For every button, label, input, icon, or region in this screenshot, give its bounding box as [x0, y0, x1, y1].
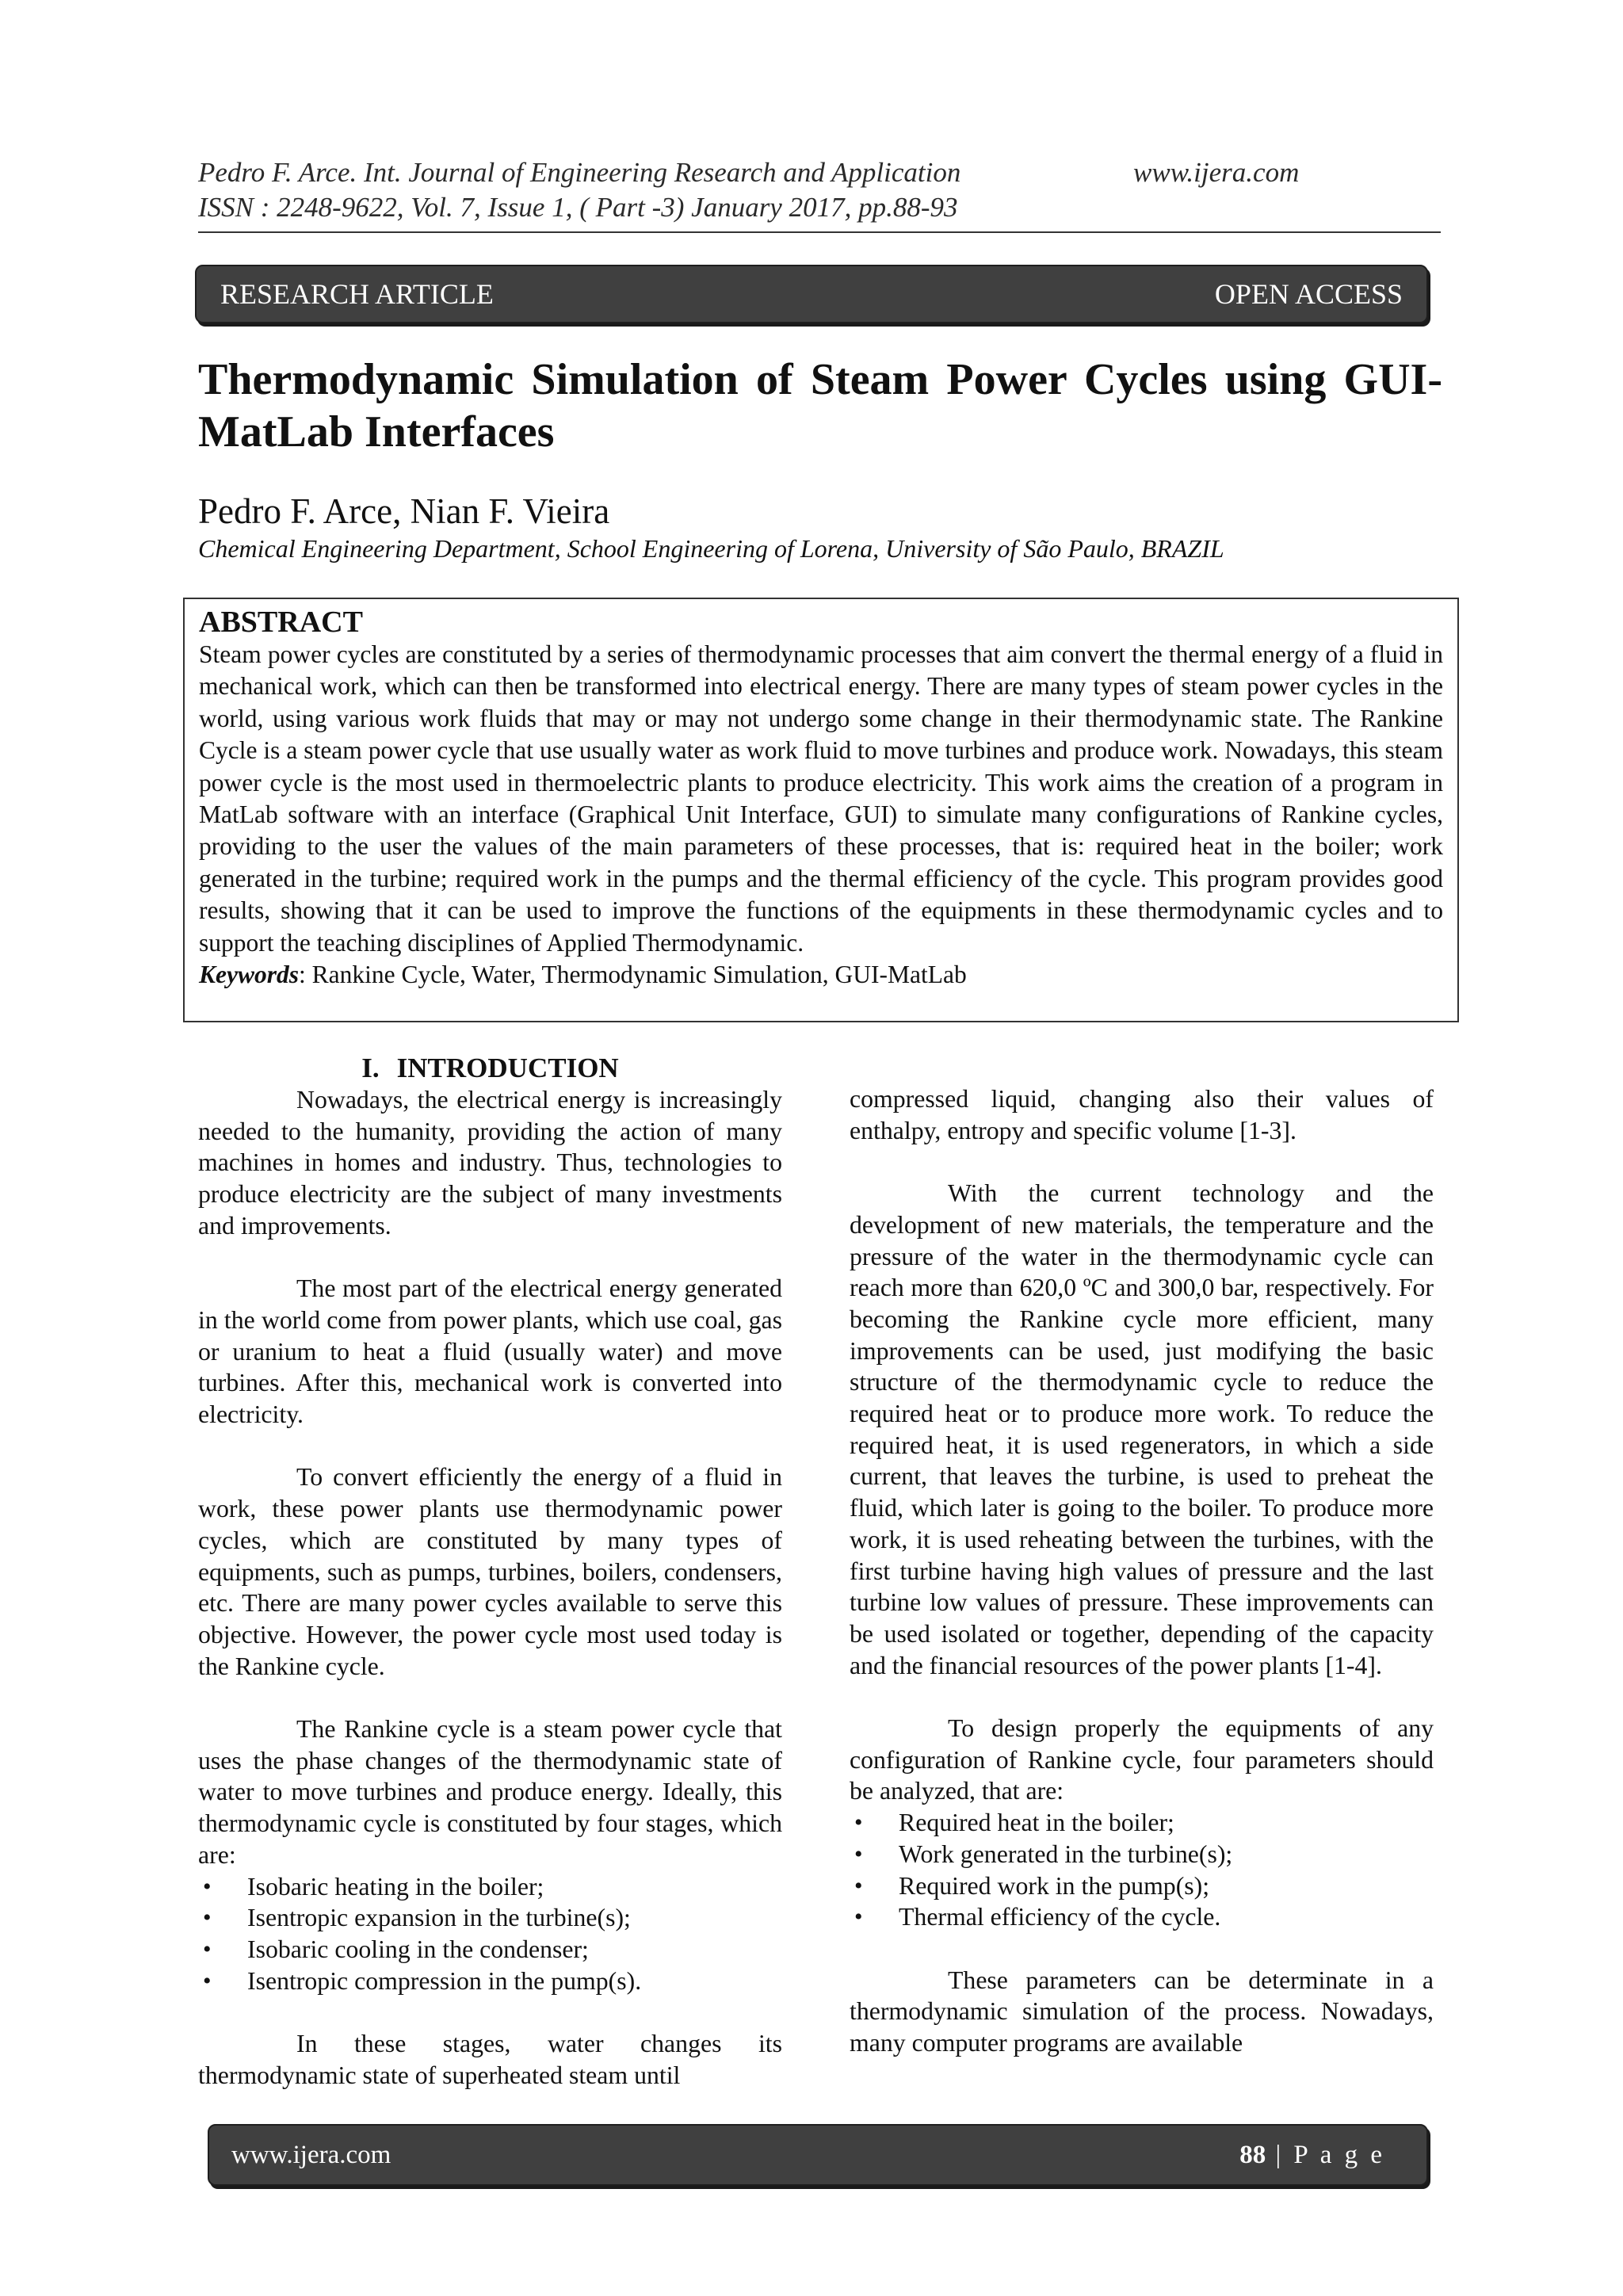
authors: Pedro F. Arce, Nian F. Vieira	[198, 491, 610, 531]
intro-paragraph-2: The most part of the electrical energy generated in the world come from power plants, which use coal, gas or uranium to heat a fluid (usually water) and move turbines. After this, mechanical work is converted into electricity.	[198, 1274, 782, 1429]
list-item: • Isentropic compression in the pump(s).	[198, 1966, 782, 1997]
intro-paragraph-9: These parameters can be determinate in a thermodynamic simulation of the process. Nowadays, many computer programs are available	[850, 1966, 1434, 2057]
page-indicator	[1239, 2141, 1385, 2170]
left-column	[198, 1052, 782, 2091]
abstract-heading: ABSTRACT	[199, 606, 363, 639]
issn-line: ISSN : 2248-9622, Vol. 7, Issue 1, ( Part -3) January 2017, pp.88-93	[198, 192, 958, 223]
intro-paragraph-5: In these stages, water changes its thermodynamic state of superheated steam until	[198, 2030, 782, 2089]
article-type-banner	[195, 265, 1428, 323]
list-item: • Required work in the pump(s);	[850, 1870, 1434, 1902]
intro-paragraph-3: To convert efficiently the energy of a fluid in work, these power plants use thermodynamic power cycles, which are constituted by many types of equipments, such as pumps, turbines, boilers, condensers, etc. There are many power cycles available to serve this objective. However, the power cycle most used today is the Rankine cycle.	[198, 1463, 782, 1680]
page-footer	[208, 2124, 1428, 2186]
keywords-list: : Rankine Cycle, Water, Thermodynamic Simulation, GUI-MatLab	[299, 961, 967, 989]
journal-citation: Pedro F. Arce. Int. Journal of Engineering Research and Application	[198, 157, 961, 188]
affiliation: Chemical Engineering Department, School Engineering of Lorena, University of São Paulo, BRAZIL	[198, 534, 1224, 563]
section-number: I.	[361, 1052, 380, 1083]
keywords-label: Keywords	[199, 961, 299, 989]
list-item: • Required heat in the boiler;	[850, 1807, 1434, 1839]
open-access-label: OPEN ACCESS	[1214, 278, 1403, 310]
list-item: • Isobaric cooling in the condenser;	[198, 1934, 782, 1966]
list-item: • Isobaric heating in the boiler;	[198, 1871, 782, 1903]
paper-title	[198, 353, 1442, 458]
research-article-label: RESEARCH ARTICLE	[220, 278, 494, 310]
section-title: INTRODUCTION	[396, 1052, 619, 1083]
footer-website[interactable]: www.ijera.com	[231, 2140, 391, 2169]
parameters-list	[850, 1807, 1434, 1933]
running-header	[198, 155, 1442, 225]
list-item: • Work generated in the turbine(s);	[850, 1839, 1434, 1870]
paper-title-line-1: Thermodynamic Simulation of Steam Power Cycles using GUI-	[198, 355, 1442, 404]
list-item: • Isentropic expansion in the turbine(s);	[198, 1902, 782, 1934]
intro-paragraph-6: compressed liquid, changing also their values of enthalpy, entropy and specific volume [1-3].	[850, 1085, 1434, 1144]
list-item: • Thermal efficiency of the cycle.	[850, 1901, 1434, 1933]
right-column	[850, 1083, 1434, 2059]
stages-list	[198, 1871, 782, 1997]
intro-paragraph-1: Nowadays, the electrical energy is increasingly needed to the humanity, providing the action of many machines in homes and industry. Thus, technologies to produce electricity are the subject of many investments and improvements.	[198, 1086, 782, 1240]
abstract-box	[183, 598, 1459, 1022]
section-heading-introduction	[198, 1052, 782, 1084]
header-divider	[198, 231, 1441, 233]
intro-paragraph-4: The Rankine cycle is a steam power cycle that uses the phase changes of the thermodynamic state of water to move turbines and produce energy. Ideally, this thermodynamic cycle is constituted by four stages, which are:	[198, 1715, 782, 1869]
journal-website[interactable]: www.ijera.com	[1133, 157, 1300, 188]
page-label: | P a g e	[1266, 2140, 1385, 2169]
abstract-text: Steam power cycles are constituted by a series of thermodynamic processes that aim convert the thermal energy of a fluid in mechanical work, which can then be transformed into electrical energy. There are many types of steam power cycles in the world, using various work fluids that may or may not undergo some change in their thermodynamic state. The Rankine Cycle is a steam power cycle that use usually water as work fluid to move turbines and produce work. Nowadays, this steam power cycle is the most used in thermoelectric plants to produce electricity. This work aims the creation of a program in MatLab software with an interface (Graphical Unit Interface, GUI) to simulate many configurations of Rankine cycles, providing to the user the values of the main parameters of these processes, that is: required heat in the boiler; work generated in the turbine; required work in the pumps and the thermal efficiency of the cycle. This program provides good results, showing that it can be used to improve the functions of the equipments in these thermodynamic cycles and to support the teaching disciplines of Applied Thermodynamic.	[199, 640, 1443, 957]
keywords-line	[199, 959, 1443, 991]
intro-paragraph-7: With the current technology and the development of new materials, the temperature and the pressure of the water in the thermodynamic cycle can reach more than 620,0 ºC and 300,0 bar, respectively. For becoming the Rankine cycle more efficient, many improvements can be used, just modifying the basic structure of the thermodynamic cycle to reduce the required heat or to produce more work. To reduce the required heat, it is used regenerators, in which a side current, that leaves the turbine, is used to preheat the fluid, which later is going to the boiler. To produce more work, it is used reheating between the turbines, with the first turbine having high values of pressure and the last turbine low values of pressure. These improvements can be used isolated or together, depending of the capacity and the financial resources of the power plants [1-4].	[850, 1179, 1434, 1679]
intro-paragraph-8: To design properly the equipments of any configuration of Rankine cycle, four parameters should be analyzed, that are:	[850, 1714, 1434, 1805]
paper-title-line-2: MatLab Interfaces	[198, 407, 555, 457]
page-number: 88	[1239, 2140, 1266, 2169]
